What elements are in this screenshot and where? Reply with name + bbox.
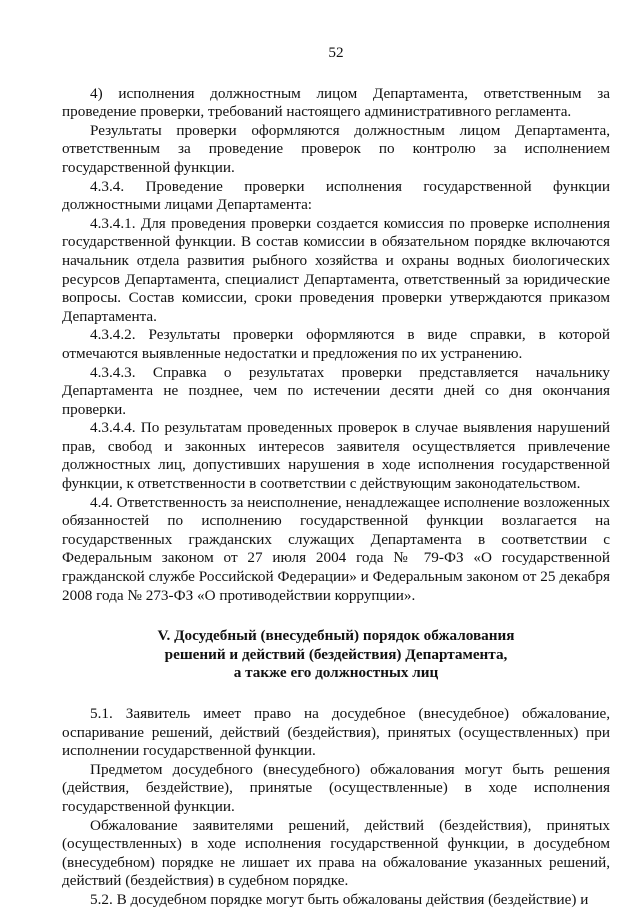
- paragraph-4-3-4: 4.3.4. Проведение проверки исполнения государственной функции должностными лицами Департамента:: [62, 177, 610, 214]
- paragraph-5-1: 5.1. Заявитель имеет право на досудебное (внесудебное) обжалование, оспаривание решений, действий (бездействия), принятых (осуществленных) при исполнении государственной функции.: [62, 705, 610, 760]
- section-heading-line-2: решений и действий (бездействия) Департамента,: [164, 645, 508, 663]
- paragraph-appeal-rights: Обжалование заявителями решений, действий (бездействия), принятых (осуществленных) в ходе исполнения государственной функции, в досудебном (внесудебном) порядке не лишает их права на обжалование указанных решений, действий (бездействия) в судебном порядке.: [62, 816, 610, 890]
- section-heading-line-1: V. Досудебный (внесудебный) порядок обжалования: [157, 627, 515, 645]
- body-after-heading: [62, 705, 610, 910]
- section-heading: [62, 627, 610, 683]
- paragraph-4-3-4-2: 4.3.4.2. Результаты проверки оформляются в виде справки, в которой отмечаются выявленные недостатки и предложения по их устранению.: [62, 326, 610, 362]
- page-number: 52: [328, 44, 344, 61]
- paragraph-5-2: 5.2. В досудебном порядке могут быть обжалованы действия (бездействие) и: [90, 890, 589, 908]
- paragraph-4-3-4-4: 4.3.4.4. По результатам проведенных проверок в случае выявления нарушений прав, свобод и законных интересов заявителя осуществляется привлечение должностных лиц, допустивших нарушения в ходе исполнения государственной функции, к ответственности в соответствии с действующим законодательством.: [62, 419, 610, 493]
- section-heading-line-3: а также его должностных лиц: [233, 664, 439, 682]
- paragraph-appeal-subject: Предметом досудебного (внесудебного) обжалования могут быть решения (действия, бездействие), принятые (осуществленные) в ходе исполнения государственной функции.: [62, 760, 610, 815]
- paragraph-4-3-4-3: 4.3.4.3. Справка о результатах проверки представляется начальнику Департамента не позднее, чем по истечении десяти дней со дня окончания проверки.: [62, 363, 610, 418]
- paragraph-4-4: 4.4. Ответственность за неисполнение, ненадлежащее исполнение возложенных обязанностей по исполнению государственной функции возлагается на государственных гражданских служащих Департамента в соответствии с Федеральным законом от 27 июля 2004 года № 79-ФЗ «О государственной гражданской службе Российской Федерации» и Федеральным законом от 25 декабря 2008 года № 273-ФЗ «О противодействии коррупции».: [62, 493, 610, 604]
- paragraph-4-3-4-1: 4.3.4.1. Для проведения проверки создается комиссия по проверке исполнения государственной функции. В состав комиссии в обязательном порядке включаются начальник отдела развития рыбного хозяйства и охраны водных биологических ресурсов Департамента, специалист Департамента, ответственный за юридические вопросы. Состав комиссии, сроки проведения проверки утверждаются приказом Департамента.: [62, 214, 610, 325]
- paragraph-check-results: Результаты проверки оформляются должностным лицом Департамента, ответственным за проведение проверок по контролю за исполнением государственной функции.: [62, 121, 610, 176]
- body-before-heading: [62, 85, 610, 606]
- paragraph-item-4: 4) исполнения должностным лицом Департамента, ответственным за проведение проверки, требований настоящего административного регламента.: [62, 84, 610, 121]
